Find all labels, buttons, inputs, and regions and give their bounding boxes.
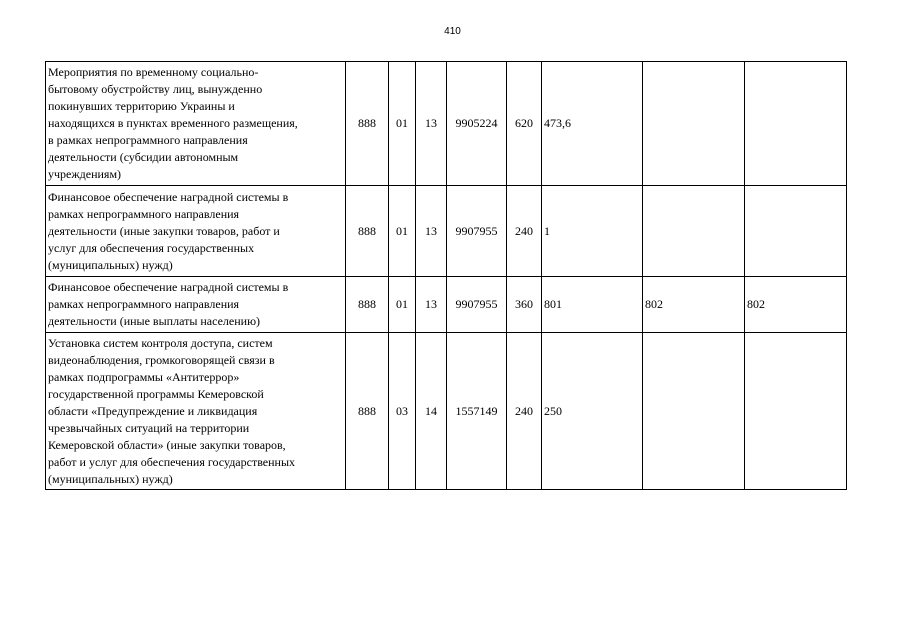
subsection-code: 13 (416, 62, 447, 186)
amount-year-2 (643, 186, 745, 277)
row-description: Финансовое обеспечение наградной системы в рамках непрограммного направления деятельности (иные закупки товаров, работ и услуг для обеспечения государственных (муниципальных) нужд) (46, 186, 346, 277)
amount-year-3: 802 (745, 277, 847, 333)
subsection-code: 14 (416, 333, 447, 490)
expense-type-code: 620 (507, 62, 542, 186)
table-row (46, 277, 847, 333)
expense-type-code: 240 (507, 186, 542, 277)
subsection-code: 13 (416, 277, 447, 333)
table-row (46, 186, 847, 277)
amount-year-2: 802 (643, 277, 745, 333)
row-description: Мероприятия по временному социально- бытовому обустройству лиц, вынужденно покинувших территорию Украины и находящихся в пунктах временного размещения, в рамках непрограммного направления деятельности (субсидии автономным учреждениям) (46, 62, 346, 186)
budget-table (45, 61, 847, 490)
section-code: 01 (389, 186, 416, 277)
table-row (46, 333, 847, 490)
target-article-code: 9905224 (447, 62, 507, 186)
row-description: Финансовое обеспечение наградной системы в рамках непрограммного направления деятельности (иные выплаты населению) (46, 277, 346, 333)
expense-type-code: 240 (507, 333, 542, 490)
ministry-code: 888 (346, 277, 389, 333)
expense-type-code: 360 (507, 277, 542, 333)
amount-year-2 (643, 62, 745, 186)
amount-year-3 (745, 333, 847, 490)
target-article-code: 1557149 (447, 333, 507, 490)
table-row (46, 62, 847, 186)
subsection-code: 13 (416, 186, 447, 277)
amount-year-1: 1 (542, 186, 643, 277)
amount-year-1: 250 (542, 333, 643, 490)
row-description: Установка систем контроля доступа, систем видеонаблюдения, громкоговорящей связи в рамках подпрограммы «Антитеррор» государственной программы Кемеровской области «Предупреждение и ликвидация чрезвычайных ситуаций на территории Кемеровской области» (иные закупки товаров, работ и услуг для обеспечения государственных (муниципальных) нужд) (46, 333, 346, 490)
amount-year-1: 801 (542, 277, 643, 333)
ministry-code: 888 (346, 62, 389, 186)
page-number: 410 (444, 26, 461, 37)
amount-year-3 (745, 186, 847, 277)
amount-year-3 (745, 62, 847, 186)
section-code: 01 (389, 277, 416, 333)
section-code: 03 (389, 333, 416, 490)
ministry-code: 888 (346, 186, 389, 277)
target-article-code: 9907955 (447, 186, 507, 277)
amount-year-2 (643, 333, 745, 490)
section-code: 01 (389, 62, 416, 186)
target-article-code: 9907955 (447, 277, 507, 333)
amount-year-1: 473,6 (542, 62, 643, 186)
ministry-code: 888 (346, 333, 389, 490)
